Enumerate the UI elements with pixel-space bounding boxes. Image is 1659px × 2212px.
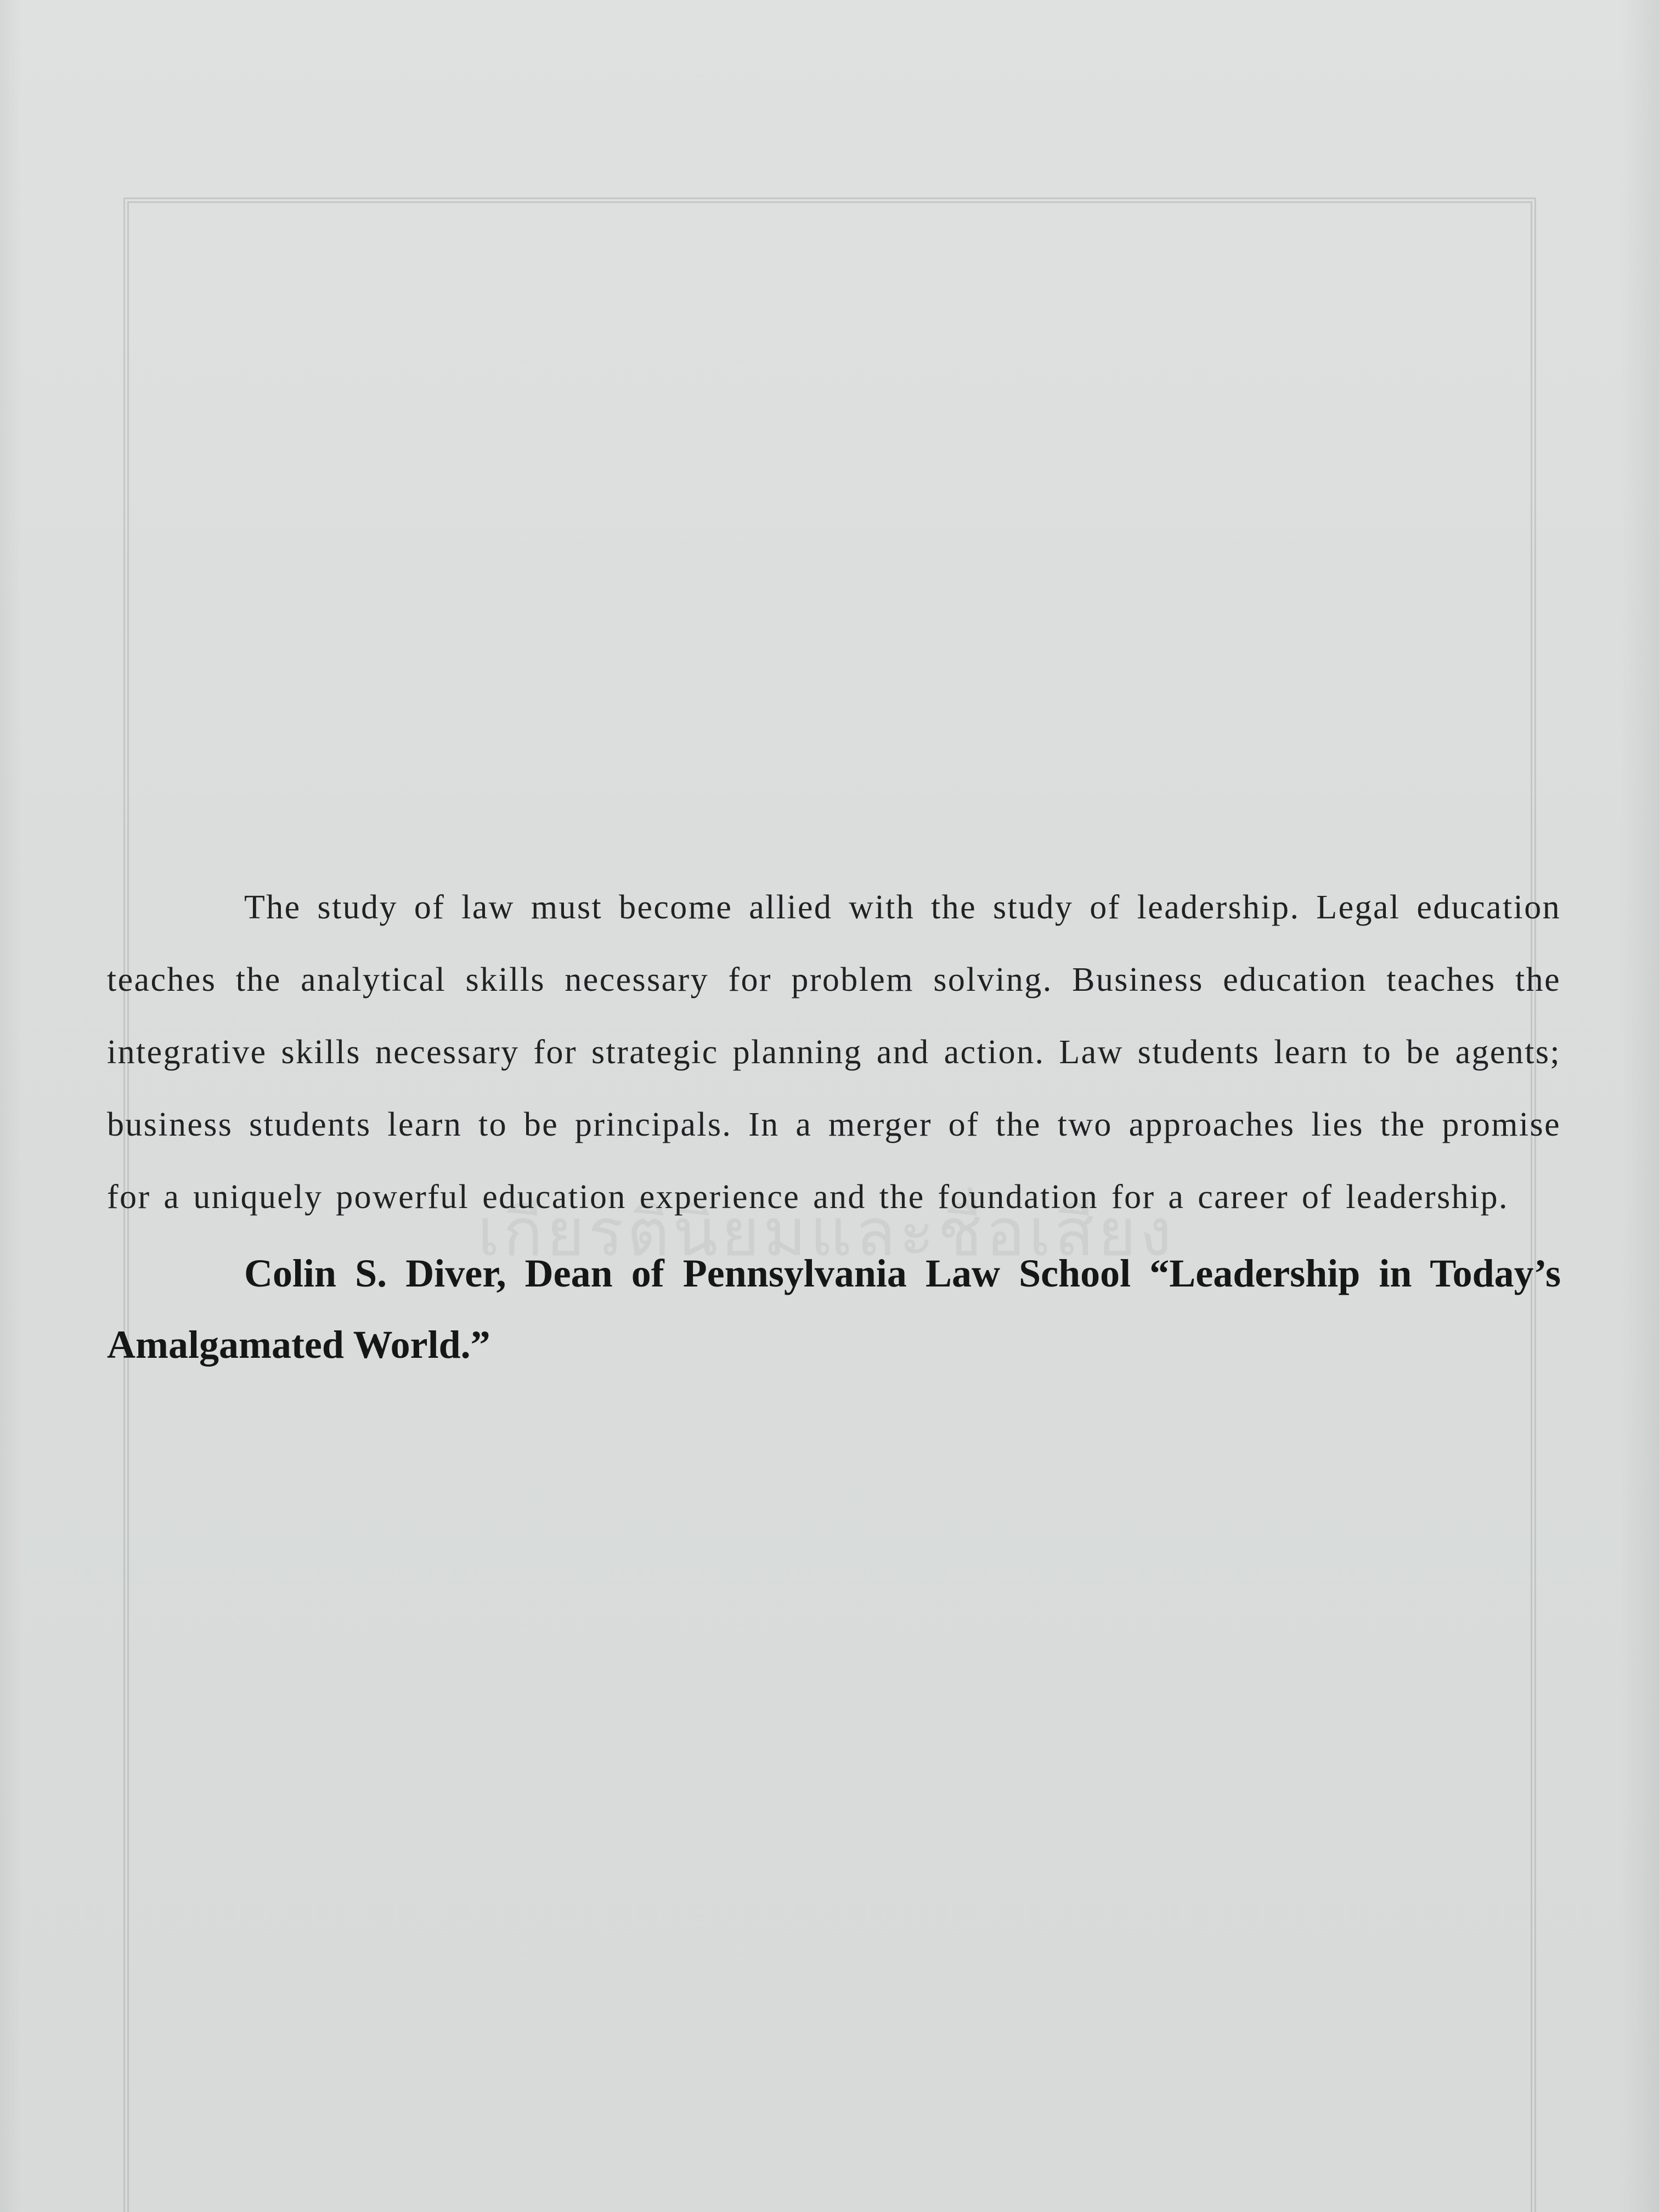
quote-attribution: Colin S. Diver, Dean of Pennsylvania Law School “Leadership in Today’s Amalgamated World.” — [107, 1251, 1561, 1367]
show-through-text: เกียรตินิยมและชื่อเสียง — [477, 1197, 1175, 1269]
page-edge-shadow-right — [1621, 0, 1659, 2212]
quote-paragraph: The study of law must become allied with the study of leadership. Legal education teaches the analytical skills necessary for problem solving. Business education teaches the integrative skills necessary for strategic planning and action. Law students learn to be agents; business students learn to be principals. In a merger of the two approaches lies the promise for a uniquely powerful education experience and the foundation for a career of leadership. — [107, 889, 1561, 1216]
quote-block — [107, 871, 1561, 1380]
page-edge-shadow-left — [0, 0, 22, 2212]
